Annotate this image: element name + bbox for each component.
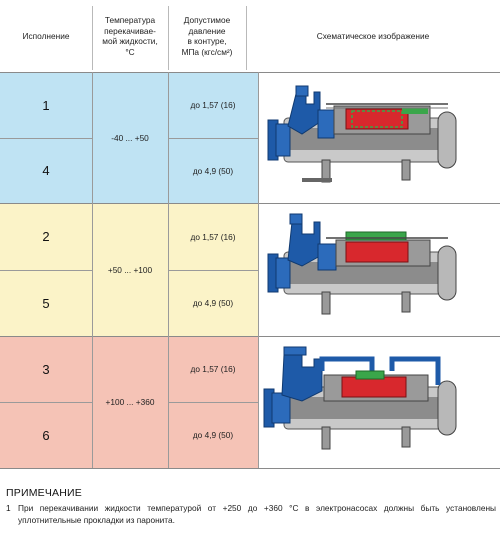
note-title: ПРИМЕЧАНИЕ [6,487,82,499]
header-divider [168,6,169,70]
pressure-cell: до 4,9 (50) [192,298,234,308]
pressure-cell: до 1,57 (16) [190,231,236,242]
header-divider [246,6,247,70]
column-divider [258,72,259,468]
variant-cell: 5 [42,295,50,311]
header-schematic: Схематическое изображение [316,30,430,41]
note-number: 1 [6,503,11,513]
pump-schematic-2 [262,212,462,320]
temperature-cell: -40 ... +50 [111,132,149,143]
variant-cell: 6 [42,427,50,443]
pressure-cell: до 1,57 (16) [190,100,236,110]
variant-cell: 1 [42,97,50,113]
variant-cell: 2 [42,229,50,244]
variant-cell: 4 [42,163,50,178]
header-variant: Исполнение [22,30,70,41]
temperature-cell: +100 ... +360 [105,397,155,407]
pressure-cell: до 4,9 (50) [192,430,234,440]
pressure-cell: до 1,57 (16) [190,364,236,374]
header-divider [92,6,93,70]
note-text: При перекачивании жидкости температурой от +250 до +360 °С в электронасосах должны быть установлены уплотнительные прокладки из паронита. [18,503,496,525]
header-temperature: Температура перекачивае- мой жидкости, °C [102,15,158,57]
row-divider [0,468,500,469]
pressure-cell: до 4,9 (50) [192,165,234,176]
temperature-cell: +50 ... +100 [107,264,153,275]
pump-schematic-3 [262,345,462,455]
header-pressure: Допустимое давление в контуре, МПа (кгс/см²) [181,15,233,57]
variant-cell: 3 [42,361,50,377]
pump-schematic-1 [262,82,462,190]
